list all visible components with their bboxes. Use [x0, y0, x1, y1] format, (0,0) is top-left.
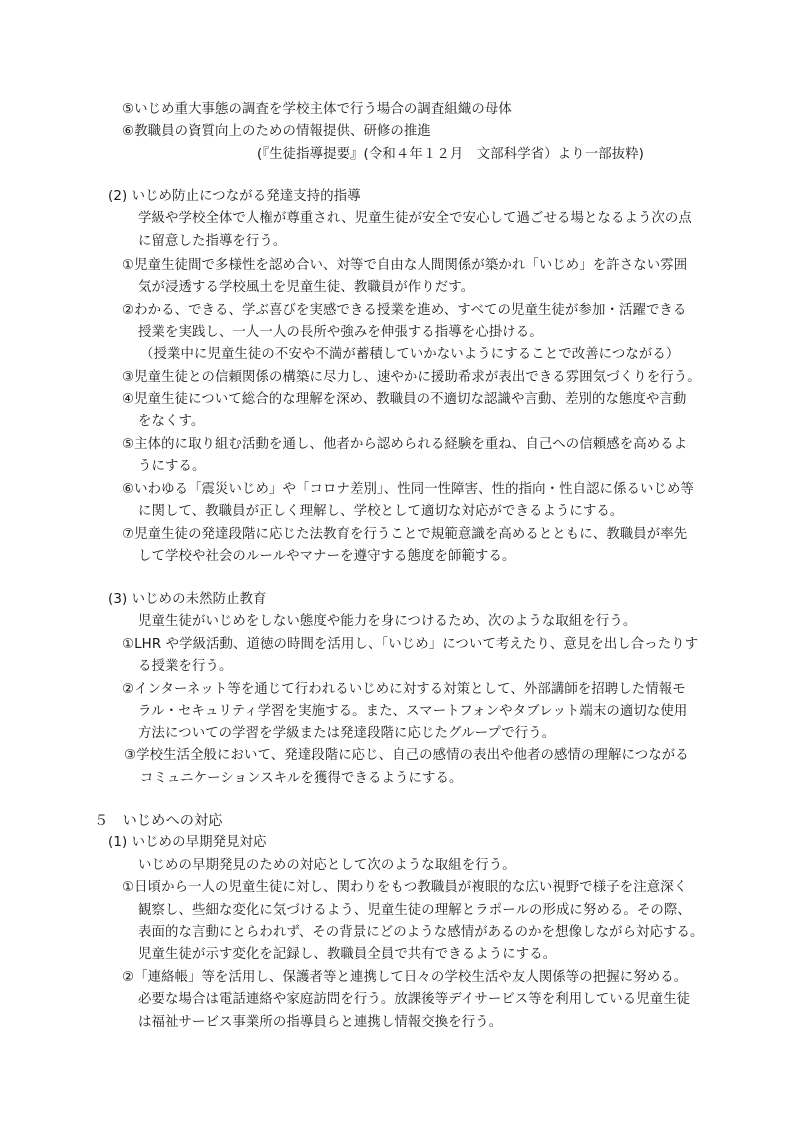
section-heading: (3) いじめの未然防止教育 [108, 592, 267, 607]
list-item: ②「連絡帳」等を活用し、保護者等と連携して日々の学校生活や友人関係等の把握に努める。 [122, 970, 688, 985]
text-line: 必要な場合は電話連絡や家庭訪問を行う。放課後等デイサービス等を利用している児童生徒 [138, 992, 691, 1007]
list-item: ②わかる、できる、学ぶ喜びを実感できる授業を進め、すべての児童生徒が参加・活躍できる [122, 303, 687, 318]
text-line: 児童生徒がいじめをしない態度や能力を身につけるため、次のような取組を行う。 [138, 614, 637, 629]
text-line: いじめの早期発見のための対応として次のような取組を行う。 [138, 858, 516, 873]
text-line: は福祉サービス事業所の指導員らと連携し情報交換を行う。 [138, 1015, 503, 1030]
list-item: ①日頃から一人の児童生徒に対し、関わりをもつ教職員が複眼的な広い視野で様子を注意深く [122, 880, 688, 895]
list-item: ⑤主体的に取り組む活動を通し、他者から認められる経験を重ね、自己への信頼感を高めるよ [122, 437, 688, 452]
text-line: ⑥教職員の資質向上のための情報提供、研修の推進 [122, 124, 431, 139]
text-line: 観察し、些細な変化に気づけるよう、児童生徒の理解とラポールの形成に努める。その際、 [138, 903, 691, 918]
list-item: ①児童生徒間で多様性を認め合い、対等で自由な人間関係が築かれ「いじめ」を許さない雰囲 [122, 258, 688, 273]
text-line: 気が浸透する学校風土を児童生徒、教職員が作りだす。 [138, 280, 475, 295]
text-line: 児童生徒が示す変化を記録し、教職員全員で共有できるようにする。 [138, 947, 557, 962]
list-item: ①LHR や学級活動、道徳の時間を活用し、「いじめ」について考えたり、意見を出し合ったりす [122, 637, 699, 652]
section-heading: (1) いじめの早期発見対応 [108, 835, 267, 850]
list-item: ④児童生徒について総合的な理解を深め、教職員の不適切な認識や言動、差別的な態度や言動 [122, 392, 687, 407]
citation: (『生徒指導提要』(令和４年１２月 文部科学省）より一部抜粋) [257, 147, 645, 162]
text-line: に留意した指導を行う。 [138, 234, 287, 249]
chapter-heading: ５ いじめへの対応 [94, 813, 223, 829]
text-line: る授業を行う。 [138, 659, 233, 674]
text-line: コミュニケーションスキルを獲得できるようにする。 [140, 771, 463, 786]
list-item: ⑦児童生徒の発達段階に応じた法教育を行うことで規範意識を高めるとともに、教職員が率先 [122, 527, 688, 542]
list-item: ②インターネット等を通じて行われるいじめに対する対策として、外部講師を招聘した情報モ [122, 682, 686, 697]
text-line: うにする。 [138, 459, 206, 474]
text-line: 方法についての学習を学級または発達段階に応じたグループで行う。 [138, 726, 556, 741]
list-item: ③学校生活全般において、発達段階に応じ、自己の感情の表出や他者の感情の理解につながる [124, 748, 689, 763]
text-line: に関して、教職員が正しく理解し、学校として適切な対応ができるようにする。 [138, 504, 624, 519]
text-line: をなくす。 [138, 414, 205, 429]
list-item: ③児童生徒との信頼関係の構築に尽力し、速やかに援助希求が表出できる雰囲気づくりを行う。 [122, 370, 701, 385]
text-line: （授業中に児童生徒の不安や不満が蓄積していかないようにすることで改善につながる） [140, 347, 680, 362]
list-item: ⑥いわゆる「震災いじめ」や「コロナ差別」、性同一性障害、性的指向・性自認に係るいじめ等 [122, 482, 695, 497]
text-line: して学校や社会のルールやマナーを遵守する態度を師範する。 [138, 549, 516, 564]
text-line: ラル・セキュリティ学習を実施する。また、スマートフォンやタブレット端末の適切な使用 [138, 704, 688, 719]
text-line: 授業を実践し、一人一人の長所や強みを伸張する指導を心掛ける。 [138, 325, 543, 340]
text-line: 表面的な言動にとらわれず、その背景にどのような感情があるのかを想像しながら対応する。 [138, 925, 704, 940]
text-line: 学級や学校全体で人権が尊重され、児童生徒が安全で安心して過ごせる場となるよう次の点 [138, 211, 692, 226]
text-line: ⑤いじめ重大事態の調査を学校主体で行う場合の調査組織の母体 [122, 102, 512, 117]
section-heading: (2) いじめ防止につながる発達支持的指導 [108, 189, 361, 204]
